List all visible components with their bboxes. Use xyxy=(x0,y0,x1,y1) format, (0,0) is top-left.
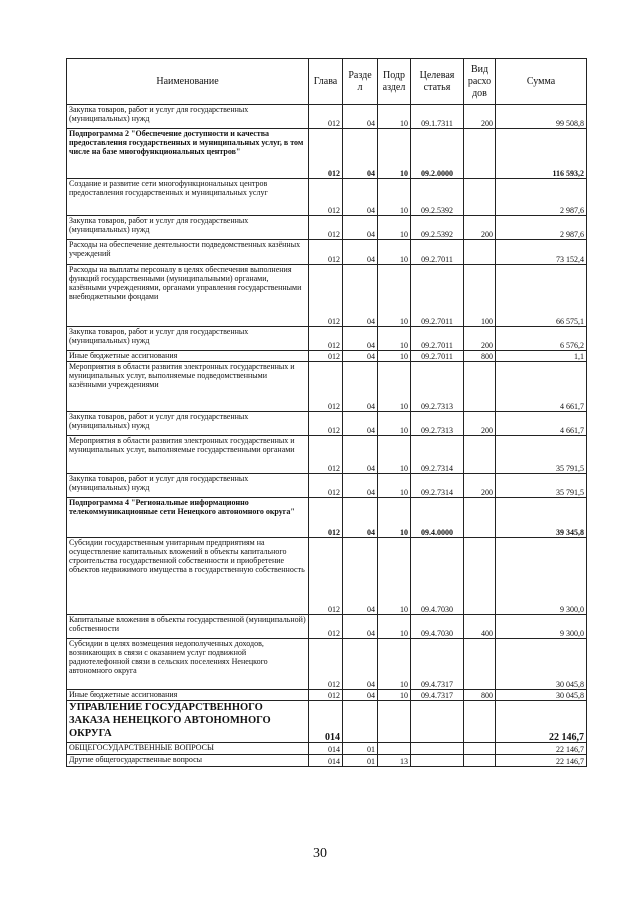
row-sum: 73 152,4 xyxy=(496,240,587,265)
row-subsection: 10 xyxy=(378,436,411,474)
row-sum: 2 987,6 xyxy=(496,179,587,216)
row-section: 04 xyxy=(343,412,378,436)
row-subsection: 10 xyxy=(378,105,411,129)
table-row xyxy=(67,105,587,129)
row-chapter: 012 xyxy=(309,412,343,436)
col-header-target: Целевая статья xyxy=(411,59,464,105)
row-sum: 35 791,5 xyxy=(496,436,587,474)
row-chapter: 012 xyxy=(309,327,343,351)
row-section: 04 xyxy=(343,240,378,265)
row-type xyxy=(464,498,496,538)
row-chapter: 012 xyxy=(309,129,343,179)
table-row xyxy=(67,362,587,412)
col-header-chapter: Глава xyxy=(309,59,343,105)
row-type: 800 xyxy=(464,690,496,701)
row-chapter: 012 xyxy=(309,351,343,362)
row-section: 04 xyxy=(343,498,378,538)
row-section: 04 xyxy=(343,265,378,327)
table-header-row xyxy=(67,59,587,105)
row-subsection: 10 xyxy=(378,327,411,351)
row-section: 04 xyxy=(343,179,378,216)
row-type: 800 xyxy=(464,351,496,362)
row-sum: 22 146,7 xyxy=(496,755,587,767)
row-target: 09.2.0000 xyxy=(411,129,464,179)
row-type xyxy=(464,639,496,690)
row-chapter: 012 xyxy=(309,690,343,701)
row-section: 04 xyxy=(343,474,378,498)
row-name: Субсидии государственным унитарным предприятиям на осуществление капитальных вложений в объекты капитального строительства государственной собственности и приобретение объектов недвижимого имущества в государственную собственность xyxy=(67,538,309,615)
row-sum: 30 045,8 xyxy=(496,639,587,690)
row-chapter: 012 xyxy=(309,362,343,412)
row-type xyxy=(464,362,496,412)
row-type: 200 xyxy=(464,412,496,436)
table-row xyxy=(67,351,587,362)
row-chapter: 012 xyxy=(309,615,343,639)
row-chapter: 014 xyxy=(309,743,343,755)
row-section: 04 xyxy=(343,105,378,129)
row-section: 04 xyxy=(343,436,378,474)
row-name: Закупка товаров, работ и услуг для государственных (муниципальных) нужд xyxy=(67,327,309,351)
row-target: 09.2.7313 xyxy=(411,362,464,412)
row-name: Расходы на обеспечение деятельности подведомственных казённых учреждений xyxy=(67,240,309,265)
row-subsection: 10 xyxy=(378,639,411,690)
row-subsection: 10 xyxy=(378,538,411,615)
row-subsection: 10 xyxy=(378,412,411,436)
row-name: Иные бюджетные ассигнования xyxy=(67,690,309,701)
table-row xyxy=(67,129,587,179)
page-number: 30 xyxy=(313,846,327,861)
row-name: Подпрограмма 2 "Обеспечение доступности и качества предоставления государственных и муниципальных услуг, в том числе на базе многофункциональных центров" xyxy=(67,129,309,179)
row-subsection xyxy=(378,743,411,755)
row-subsection: 10 xyxy=(378,362,411,412)
table-row xyxy=(67,436,587,474)
table-row xyxy=(67,265,587,327)
row-subsection: 10 xyxy=(378,129,411,179)
row-name: Закупка товаров, работ и услуг для государственных (муниципальных) нужд xyxy=(67,216,309,240)
row-name: Закупка товаров, работ и услуг для государственных (муниципальных) нужд xyxy=(67,412,309,436)
row-name: Подпрограмма 4 "Региональные информационно телекоммуникационные сети Ненецкого автономного округа" xyxy=(67,498,309,538)
row-name: Создание и развитие сети многофункциональных центров предоставления государственных и муниципальных услуг xyxy=(67,179,309,216)
table-row xyxy=(67,412,587,436)
row-sum: 35 791,5 xyxy=(496,474,587,498)
row-target: 09.4.7317 xyxy=(411,690,464,701)
table-row xyxy=(67,690,587,701)
table-row xyxy=(67,216,587,240)
row-section: 04 xyxy=(343,538,378,615)
row-subsection: 10 xyxy=(378,216,411,240)
row-type xyxy=(464,179,496,216)
row-subsection: 10 xyxy=(378,240,411,265)
col-header-name: Наименование xyxy=(67,59,309,105)
row-sum: 30 045,8 xyxy=(496,690,587,701)
row-section: 04 xyxy=(343,216,378,240)
row-sum: 4 661,7 xyxy=(496,412,587,436)
row-sum: 39 345,8 xyxy=(496,498,587,538)
table-row xyxy=(67,639,587,690)
table-row xyxy=(67,615,587,639)
row-target: 09.2.7011 xyxy=(411,240,464,265)
row-type xyxy=(464,240,496,265)
row-chapter: 012 xyxy=(309,639,343,690)
row-target: 09.4.7317 xyxy=(411,639,464,690)
row-chapter: 012 xyxy=(309,498,343,538)
row-type xyxy=(464,743,496,755)
row-sum: 9 300,0 xyxy=(496,538,587,615)
row-target: 09.4.0000 xyxy=(411,498,464,538)
row-target: 09.2.5392 xyxy=(411,179,464,216)
row-sum: 99 508,8 xyxy=(496,105,587,129)
row-target: 09.2.7314 xyxy=(411,474,464,498)
row-type: 100 xyxy=(464,265,496,327)
row-type xyxy=(464,701,496,743)
row-subsection: 13 xyxy=(378,755,411,767)
row-target xyxy=(411,743,464,755)
row-sum: 22 146,7 xyxy=(496,743,587,755)
row-name: Закупка товаров, работ и услуг для государственных (муниципальных) нужд xyxy=(67,474,309,498)
row-sum: 66 575,1 xyxy=(496,265,587,327)
row-target: 09.1.7311 xyxy=(411,105,464,129)
row-name: Закупка товаров, работ и услуг для государственных (муниципальных) нужд xyxy=(67,105,309,129)
row-subsection: 10 xyxy=(378,265,411,327)
row-section: 04 xyxy=(343,129,378,179)
table-row xyxy=(67,743,587,755)
col-header-subsection: Подр аздел xyxy=(378,59,411,105)
row-chapter: 014 xyxy=(309,755,343,767)
row-target: 09.2.7011 xyxy=(411,327,464,351)
row-name: Иные бюджетные ассигнования xyxy=(67,351,309,362)
row-target xyxy=(411,755,464,767)
row-target: 09.2.7011 xyxy=(411,351,464,362)
row-section: 04 xyxy=(343,615,378,639)
row-sum: 22 146,7 xyxy=(496,701,587,743)
row-type xyxy=(464,436,496,474)
row-section: 01 xyxy=(343,743,378,755)
row-sum: 6 576,2 xyxy=(496,327,587,351)
table-row xyxy=(67,474,587,498)
row-type: 200 xyxy=(464,105,496,129)
row-target: 09.4.7030 xyxy=(411,538,464,615)
row-type: 400 xyxy=(464,615,496,639)
row-subsection: 10 xyxy=(378,690,411,701)
row-section: 04 xyxy=(343,639,378,690)
table-row xyxy=(67,701,587,743)
row-section xyxy=(343,701,378,743)
row-chapter: 012 xyxy=(309,538,343,615)
row-name: Капитальные вложения в объекты государственной (муниципальной) собственности xyxy=(67,615,309,639)
row-name: УПРАВЛЕНИЕ ГОСУДАРСТВЕННОГО ЗАКАЗА НЕНЕЦКОГО АВТОНОМНОГО ОКРУГА xyxy=(67,701,309,743)
table-body xyxy=(67,105,587,767)
row-sum: 4 661,7 xyxy=(496,362,587,412)
row-name: ОБЩЕГОСУДАРСТВЕННЫЕ ВОПРОСЫ xyxy=(67,743,309,755)
row-name: Субсидии в целях возмещения недополученных доходов, возникающих в связи с оказанием услуг подвижной радиотелефонной связи в сельских поселениях Ненецкого автономного округа xyxy=(67,639,309,690)
row-subsection: 10 xyxy=(378,615,411,639)
table-row xyxy=(67,179,587,216)
row-section: 04 xyxy=(343,690,378,701)
row-sum: 116 593,2 xyxy=(496,129,587,179)
row-sum: 9 300,0 xyxy=(496,615,587,639)
row-subsection: 10 xyxy=(378,351,411,362)
row-subsection: 10 xyxy=(378,498,411,538)
row-chapter: 012 xyxy=(309,265,343,327)
row-chapter: 012 xyxy=(309,436,343,474)
row-chapter: 014 xyxy=(309,701,343,743)
table-row xyxy=(67,538,587,615)
table-row xyxy=(67,240,587,265)
row-section: 04 xyxy=(343,327,378,351)
row-sum: 2 987,6 xyxy=(496,216,587,240)
table-row xyxy=(67,755,587,767)
row-chapter: 012 xyxy=(309,179,343,216)
row-name: Мероприятия в области развития электронных государственных и муниципальных услуг, выполняемые подведомственными казёнными учреждениями xyxy=(67,362,309,412)
row-target: 09.4.7030 xyxy=(411,615,464,639)
row-subsection: 10 xyxy=(378,179,411,216)
row-sum: 1,1 xyxy=(496,351,587,362)
row-target: 09.2.7313 xyxy=(411,412,464,436)
row-target: 09.2.7314 xyxy=(411,436,464,474)
row-type xyxy=(464,755,496,767)
row-type: 200 xyxy=(464,216,496,240)
table-row xyxy=(67,327,587,351)
row-type xyxy=(464,538,496,615)
row-name: Расходы на выплаты персоналу в целях обеспечения выполнения функций государственными (муниципальными) органами, казёнными учреждениями, органами управления государственными внебюджетными фондами xyxy=(67,265,309,327)
row-type: 200 xyxy=(464,327,496,351)
col-header-type: Вид расхо дов xyxy=(464,59,496,105)
col-header-section: Разде л xyxy=(343,59,378,105)
row-chapter: 012 xyxy=(309,240,343,265)
row-section: 01 xyxy=(343,755,378,767)
row-type xyxy=(464,129,496,179)
row-name: Другие общегосударственные вопросы xyxy=(67,755,309,767)
row-type: 200 xyxy=(464,474,496,498)
row-section: 04 xyxy=(343,351,378,362)
col-header-sum: Сумма xyxy=(496,59,587,105)
row-name: Мероприятия в области развития электронных государственных и муниципальных услуг, выполняемые государственными органами xyxy=(67,436,309,474)
row-target xyxy=(411,701,464,743)
budget-table xyxy=(66,58,587,767)
row-target: 09.2.7011 xyxy=(411,265,464,327)
row-chapter: 012 xyxy=(309,216,343,240)
table-row xyxy=(67,498,587,538)
row-subsection: 10 xyxy=(378,474,411,498)
row-target: 09.2.5392 xyxy=(411,216,464,240)
row-chapter: 012 xyxy=(309,105,343,129)
row-chapter: 012 xyxy=(309,474,343,498)
row-subsection xyxy=(378,701,411,743)
row-section: 04 xyxy=(343,362,378,412)
